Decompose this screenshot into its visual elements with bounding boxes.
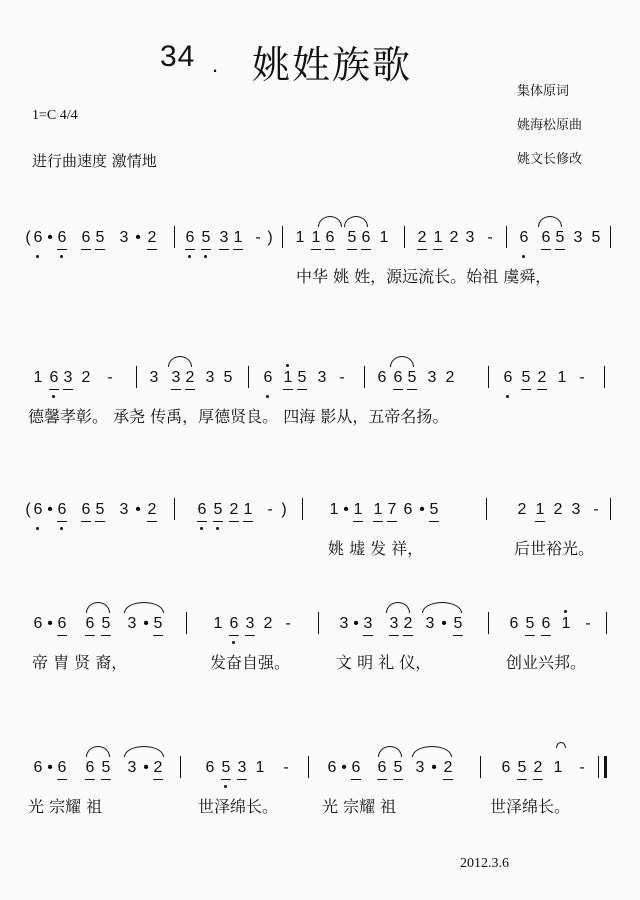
notation-line: 6 • 6 6 5 3 • 2 6 5 3 1 - 6 • 6 6 5 3 • 2 6 5 2 1 -	[0, 758, 640, 798]
lyric-segment: 发奋自强。	[210, 653, 291, 672]
song-number: 34	[160, 40, 196, 73]
key-signature: 1=C 4/4	[32, 108, 78, 123]
notation-line: 1 6 3 2 - 3 3 2 3 5 6 1 5 3 - 6 6 5 3 2 6 5 2 1 -	[0, 368, 640, 408]
notation-line: 6 • 6 6 5 3 • 5 1 6 3 2 - 3 • 3 3 2 3 • 5 6 5 6 1 -	[0, 614, 640, 654]
credits	[517, 80, 582, 182]
song-title: 姚姓族歌	[252, 43, 413, 87]
lyric-segment: 世泽绵长。	[490, 797, 571, 816]
notation-line: ( 6 • 6 6 5 3 • 2 6 5 2 1 - ) 1 • 1 1 7 6 • 5 2 1 2 3 -	[0, 500, 640, 540]
lyric-segment: 光 宗耀 祖	[28, 797, 103, 816]
tempo-marking: 进行曲速度 激情地	[32, 152, 157, 170]
lyric-line: 中华 姚 姓，源远流长。始祖 虞舜，	[296, 267, 552, 286]
credit-reviser: 姚文长修改	[517, 152, 583, 167]
lyric-line: 德馨孝彰。 承尧 传禹，厚德贤良。 四海 影从，五帝名扬。	[28, 407, 449, 426]
fermata-icon	[556, 742, 566, 748]
credit-composer: 姚海松原曲	[517, 118, 583, 133]
lyric-segment: 世泽绵长。	[198, 797, 279, 816]
date-stamp: 2012.3.6	[460, 856, 509, 871]
lyric-segment: 后世裕光。	[514, 539, 595, 558]
notation-line: ( 6 • 6 6 5 3 • 2 6 5 3 1 - ) 1 1 6 5 6 1 2 1 2 3 - 6 6 5 3 5	[0, 228, 640, 268]
credit-lyricist: 集体原词	[517, 84, 570, 99]
song-number-dot: .	[212, 52, 219, 77]
lyric-segment: 帝 胄 贤 裔，	[32, 653, 128, 672]
lyric-segment: 光 宗耀 祖	[322, 797, 397, 816]
lyric-segment: 创业兴邦。	[506, 653, 587, 672]
lyric-segment: 文 明 礼 仪，	[336, 653, 432, 672]
lyric-segment: 姚 墟 发 祥，	[328, 539, 424, 558]
